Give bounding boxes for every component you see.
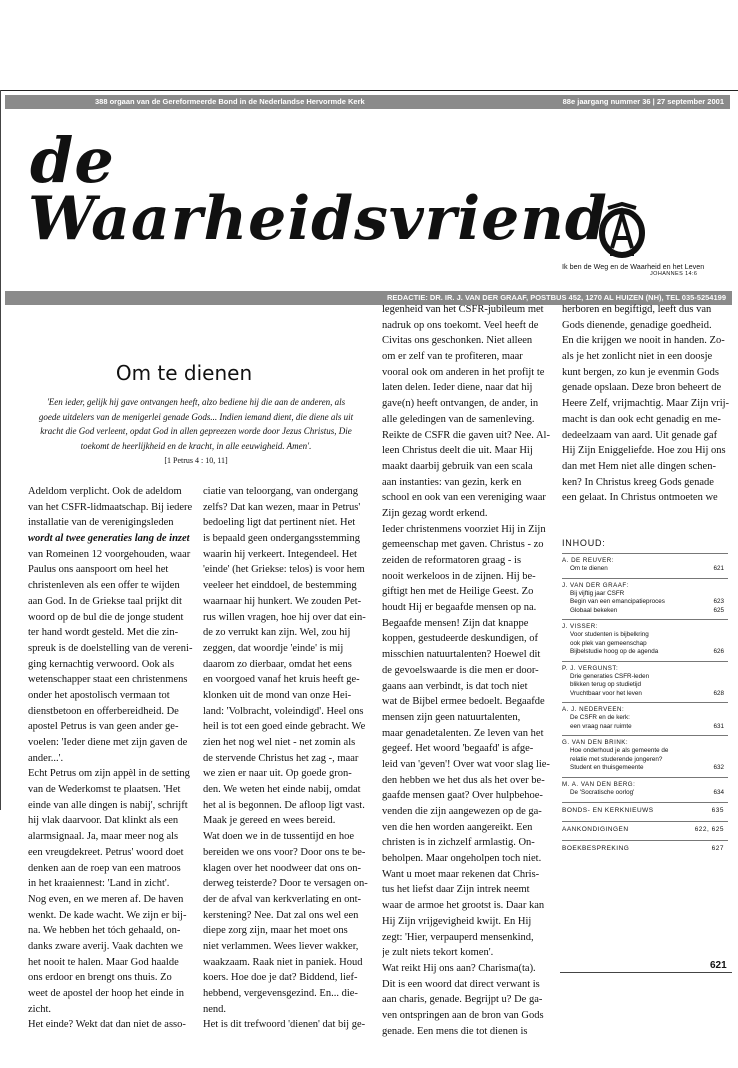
article-line: gaans aan verbindt, is dat toch niet (382, 680, 528, 692)
motto-reference: JOHANNES 14:6 (650, 271, 698, 277)
article-line: der de afval van kerkverlating en ont- (203, 893, 362, 905)
toc-entry-title: Drie generaties CSFR-leden (570, 672, 650, 680)
article-line: Adeldom verplicht. Ook de adeldom (28, 486, 182, 497)
article-line: 'einde' (het Griekse: telos) is voor hem (203, 564, 365, 576)
article-line: leid van 'geven'! Over wat voor slag lie- (382, 758, 550, 770)
article-line: Het einde? Wekt dat dan niet de asso- (28, 1019, 186, 1031)
article-line: wordt al twee generaties lang de inzet (28, 533, 190, 545)
article-line: Ieder christenmens voorziet Hij in Zijn (382, 523, 546, 535)
article-line: bereiden we ons voor? Door ons te be- (203, 846, 366, 858)
toc-section-page: 635 (711, 807, 724, 814)
article-line: macht is dan ook echt genadig en me- (562, 413, 721, 425)
article-line: misschien natuurtalenten? Hoewel dit (382, 649, 541, 661)
article-line: waarnaar hij hunkert. We zouden Pet- (203, 595, 362, 607)
toc-entry-title: Student en thuisgemeente (570, 764, 644, 771)
article-line: laten delen. Ieder diene, naar dat hij (382, 382, 533, 394)
toc-author: A. DE REUVER: (562, 553, 728, 565)
toc-section[interactable] (562, 840, 728, 854)
article-line: Wat reikt Hij ons aan? Charisma(ta). (382, 962, 536, 974)
article-line: in het kraaiennest: 'Land in zicht'. (28, 878, 170, 890)
article-line: om er zelf van te profiteren, maar (382, 351, 523, 363)
article-line: houdt Hij er begaafde mensen op na. (382, 602, 537, 614)
article-line: en voorgoed vanaf het kruis heeft ge- (203, 674, 360, 686)
article-line: ander...'. (28, 752, 64, 764)
article-line: dedeelzaam van aard. Uit genade gaf (562, 429, 718, 441)
motto: Ik ben de Weg en de Waarheid en het Leven (562, 262, 705, 271)
article-line: onder het apostolisch vermaan tot (28, 689, 170, 701)
article-line: heil is tot een goed einde gebracht. We (203, 721, 366, 733)
article-line: spreuk is de doelstelling van de vereni- (28, 642, 193, 654)
toc-entry-title: Voor studenten is bijbelkring (570, 631, 649, 638)
article-line: als je het zonlicht niet in een doosje (562, 351, 713, 363)
article-line: hij vlak daarvoor. Dat klinkt als een (28, 815, 179, 827)
article-line: daarom zo dierbaar, omdat het eens (203, 658, 352, 670)
article-line: tus het liefst daar Zijn intrek neemt (382, 884, 530, 896)
article-line: waar de armoe het grootst is. Daar kan (382, 900, 545, 912)
article-line: wat de Bijbel ermee bedoelt. Begaafde (382, 696, 545, 708)
toc-section-title: BONDS- EN KERKNIEUWS (562, 807, 654, 814)
article-line: gaafde mensen gaat? Over hulpbehoe- (382, 790, 543, 802)
toc-entry[interactable] (562, 690, 728, 699)
article-line: denken aan de roep van een matroos (28, 862, 181, 874)
toc-section-title: AANKONDIGINGEN (562, 826, 629, 833)
article-line: niet verlammen. Wees liever wakker, (203, 940, 359, 952)
article-line: Civitas ons geschonken. Niet alleen (382, 335, 533, 347)
article-line: nend. (203, 1003, 227, 1015)
article-line: ken? In Christus kreeg Gods genade (562, 476, 714, 488)
article-line: van Romeinen 12 voorgehouden, waar (28, 548, 191, 560)
toc-entry-page: 626 (713, 648, 724, 655)
toc-entry[interactable] (562, 681, 728, 690)
article-line: een vreugdekreet. Petrus' woord doet (28, 846, 184, 858)
article-line: de stervende Christus het zag -, maar (203, 752, 359, 764)
toc-section[interactable] (562, 821, 728, 835)
article-line: ter hand wordt gesteld. Met die zin- (28, 627, 179, 639)
table-of-contents (562, 538, 728, 854)
article-line: aan God. In de Griekse taal prijkt dit (28, 595, 182, 607)
article-line: voelen: 'Ieder diene met zijn gaven de (28, 737, 188, 748)
article-line: dan met Hem niet alle dingen schen- (562, 460, 716, 472)
article-line: En die krijgen we nooit in handen. Zo- (562, 335, 725, 347)
toc-author: A. J. NEDERVEEN: (562, 702, 728, 714)
article-line: christen is in zichzelf armlastig. On- (382, 837, 535, 849)
article-line: Wat doen we in de tussentijd en hoe (203, 831, 355, 843)
article-line: wenkt. De kade wacht. We zijn er bij- (28, 909, 187, 921)
article-line: Want u moet maar rekenen dat Chris- (382, 868, 540, 880)
article-line: genade. Een mens die tot dienen is (382, 1025, 528, 1037)
article-line: Dit is een woord dat direct verwant is (382, 978, 540, 990)
toc-entry-title: Begin van een emancipatieproces (570, 598, 665, 605)
article-quote (28, 395, 364, 453)
toc-entry[interactable] (562, 607, 728, 616)
article-line: ons erdoor en brengt ons thuis. Zo (28, 972, 172, 984)
page-number-rule (560, 972, 732, 973)
article-line: woord op de bul die de jonge student (28, 611, 184, 623)
article-line: veeleer het einddoel, de bestemming (203, 580, 357, 592)
article-line: alarmsignaal. Ja, maar meer nog als (28, 831, 179, 843)
article-line: dienstbetoon en offerbereidheid. De (28, 705, 179, 717)
toc-entry[interactable] (562, 590, 728, 599)
article-title: Om te dienen (115, 361, 253, 385)
article-line: Echt Petrus om zijn appèl in de setting (28, 768, 190, 780)
article-line: maar genadetalenten. Ze leven van het (382, 727, 544, 739)
article-line: zelfs? Dat kan wezen, maar in Petrus' (203, 501, 361, 513)
toc-entry-page: 625 (713, 606, 724, 614)
article-line: Paulus ons aanspoort om heel het (28, 564, 169, 576)
toc-entry[interactable] (562, 723, 728, 732)
masthead-bar-right: 88e jaargang nummer 36 | 27 september 2001 (562, 97, 724, 106)
toc-heading: INHOUD: (562, 538, 606, 548)
article-line: Hij Zijn Eniggeliefde. Hoe zou Hij ons (562, 445, 726, 457)
article-line: koppen, gestudeerde deskundigen, of (382, 633, 538, 645)
article-column-3 (382, 302, 557, 1039)
article-line: Reikte de CSFR die gaven uit? Nee. Al- (382, 429, 550, 441)
toc-author: G. VAN DEN BRINK: (562, 735, 728, 747)
article-line: je zult niets tekort komen'. (382, 947, 494, 959)
article-line: zeggen, dat woordje 'einde' is mij (203, 642, 344, 654)
article-line: gegeef. Het woord 'begaafd' is afge- (382, 743, 534, 755)
article-line: na. We hebben het tóch gehaald, on- (28, 925, 181, 937)
article-line: waarin hij verkeert. Integendeel. Het (203, 548, 357, 560)
article-line: het al is begonnen. De afloop ligt vast. (203, 799, 365, 811)
article-line: installatie van de verenigingsleden (28, 517, 174, 529)
article-line: ven ontspringen aan de bron van Gods (382, 1009, 544, 1021)
quote-line: toekomt de heerlijkheid en de kracht, in alle eeuwigheid. Amen'. (80, 440, 312, 451)
article-line: zegt: 'Hier, verpauperd mensenkind, (382, 931, 534, 943)
toc-sections (562, 802, 728, 854)
article-line: weet de apostel der hoop het einde in (28, 988, 184, 999)
article-line: derweg teisterde? Door te versagen on- (203, 878, 368, 890)
toc-entry[interactable] (562, 747, 728, 756)
article-line: is bepaald geen ondergangsstemming (203, 533, 360, 545)
article-column-2 (203, 484, 374, 1033)
toc-entry-page: 623 (713, 598, 724, 605)
article-line: nooit werkeloos in de zijnen. Hij be- (382, 570, 536, 582)
toc-entry-title: ook plek van gemeenschap (570, 639, 647, 647)
left-rule (0, 90, 1, 810)
quote-line: kracht die God verleent, opdat God in allen gepreezen worde door Jezus Christus, Die (40, 426, 352, 436)
article-line: Nog even, en we meren af. De haven (28, 893, 184, 905)
article-line: einde van alle dingen is nabij', schrijft (28, 799, 188, 811)
toc-section-page: 627 (711, 845, 724, 852)
quote-reference: [1 Petrus 4 : 10, 11] (164, 456, 228, 465)
article-line: nadruk op ons toekomt. Veel heeft de (382, 319, 539, 331)
toc-entry-page: 631 (713, 722, 724, 730)
article-line: wetenschapper staat een christenmens (28, 674, 188, 686)
toc-entry[interactable] (562, 640, 728, 649)
toc-entry[interactable] (562, 565, 728, 574)
masthead-bar-left: 388 orgaan van de Gereformeerde Bond in de Nederlandse Hervormde Kerk (95, 97, 365, 106)
article-line: beholpen. Maar ongeholpen toch niet. (382, 853, 542, 865)
article-line: kunt bergen, zo kun je evenmin Gods (562, 366, 719, 378)
toc-entry-title: een vraag naar ruimte (570, 722, 632, 730)
toc-author: J. VISSER: (562, 619, 728, 631)
toc-entry[interactable] (562, 764, 728, 773)
article-line: Het is dit trefwoord 'dienen' dat bij ge- (203, 1019, 366, 1031)
article-line: ciatie van teloorgang, van ondergang (203, 486, 359, 497)
toc-section-title: BOEKBESPREKING (562, 845, 630, 852)
article-line: een gelaat. In Christus ontmoeten we (562, 492, 718, 504)
article-line: gemeenschap met gaven. Christus - zo (382, 539, 544, 551)
article-line: Maak je gereed en wees bereid. (203, 815, 336, 827)
quote-line: goede uitdelers van de menigerlei genade Gods... Indien iemand dient, die diene als uit (38, 411, 354, 422)
article-line: rus willen vragen, hoe hij over dat ein- (203, 611, 366, 623)
article-line: danks zware averij. Vaak dachten we (28, 940, 183, 952)
toc-section-page: 622, 625 (694, 826, 724, 833)
article-line: Zijn gezag wordt erkend. (382, 507, 488, 519)
masthead-title: Waarheidsvriend (28, 184, 608, 254)
toc-entry-title: Bijbelstudie hoog op de agenda (570, 648, 659, 655)
toc-author: M. A. VAN DEN BERG: (562, 777, 728, 789)
article-line: zeiden de reformatoren graag - is (382, 555, 522, 566)
toc-entry-title: Vruchtbaar voor het leven (570, 689, 642, 697)
toc-entry-page: 628 (713, 689, 724, 697)
toc-author: P. J. VERGUNST: (562, 661, 728, 673)
article-line: de zo verrukt kan zijn. Wel, zou hij (203, 627, 351, 639)
article-line: venden die zijn aangewezen op de ga- (382, 806, 542, 817)
article-line: herboren en begiftigd, leeft dus van (562, 304, 712, 315)
page-number: 621 (710, 960, 727, 971)
article-line: van het CSFR-lidmaatschap. Bij iedere (28, 501, 193, 513)
article-line: aan instanties: van gezin, kerk en (382, 476, 522, 488)
toc-section[interactable] (562, 802, 728, 816)
article-line: koers. Hoe doe je dat? Biddend, lief- (203, 972, 358, 984)
alpha-omega-emblem (596, 200, 648, 260)
article-line: we zien er naar uit. Op goede gron- (203, 768, 352, 780)
article-line: den. We weten het einde nabij, omdat (203, 784, 361, 796)
article-line: land: 'Volbracht, voleindigd'. Heel ons (203, 705, 364, 717)
toc-entry[interactable] (562, 673, 728, 682)
article-line: klagen over het noodweer dat ons on- (203, 862, 362, 874)
article-line: Gods dienende, genadige goedheid. (562, 319, 712, 331)
toc-entry[interactable] (562, 714, 728, 723)
article-line: genade opslaan. Deze bron beheert de (562, 382, 722, 394)
article-line: het nooit te halen. Maar God haalde (28, 956, 179, 968)
article-line: Begaafde mensen! Zijn dat knappe (382, 617, 529, 629)
article-line: de gevoelswaarde is die men er door- (382, 664, 539, 676)
toc-entry-page: 634 (713, 788, 724, 796)
toc-entry[interactable] (562, 598, 728, 607)
article-line: van de Wederkomst te plaatsen. 'Het (28, 784, 181, 796)
toc-entry[interactable] (562, 756, 728, 765)
article-line: mensen zijn geen natuurtalenten, (382, 711, 521, 723)
quote-line: 'Een ieder, gelijk hij gave ontvangen heeft, alzo bediene hij die aan de anderen, als (46, 397, 346, 407)
article-line: zicht. (28, 1003, 52, 1015)
toc-entry-title: Om te dienen (570, 565, 608, 572)
article-line: apostel Petrus is van geen ander ge- (28, 721, 179, 733)
article-line: ging kernachtig verwoord. Ook als (28, 658, 175, 670)
masthead-bar (5, 95, 730, 109)
toc-entry-title: De 'Socratische oorlog' (570, 788, 635, 796)
toc-entry[interactable] (562, 631, 728, 640)
article-line: hebbend, vergevensgezind. En... die- (203, 988, 358, 999)
article-line: ven die hen worden aangereikt. Een (382, 821, 533, 833)
toc-entry-title: relatie met studerende jongeren? (570, 755, 663, 763)
article-line: zien het nog wel niet - net zomin als (203, 737, 356, 748)
toc-entry[interactable] (562, 789, 728, 798)
article-line: klonken uit de mond van onze Hei- (203, 689, 352, 701)
article-line: Hij Zijn vrijgevigheid kwijt. En Hij (382, 915, 532, 927)
toc-authors (562, 553, 728, 797)
article-line: alle geledingen van de samenleving. (382, 413, 535, 425)
article-line: vooral ook om anderen in het profijt te (382, 366, 545, 378)
toc-entry-title: De CSFR en de kerk: (570, 714, 630, 721)
toc-entry[interactable] (562, 648, 728, 657)
article-line: giftigt hen met de Heilige Geest. Zo (382, 586, 534, 598)
editorial-address: REDACTIE: DR. IR. J. VAN DER GRAAF, POSTBUS 452, 1270 AL HUIZEN (NH), TEL 035-5254199 (387, 293, 726, 302)
article-line: diepe zorg zijn, maar het moet ons (203, 925, 348, 937)
toc-author: J. VAN DER GRAAF: (562, 578, 728, 590)
toc-entry-title: Bij vijftig jaar CSFR (570, 589, 625, 597)
toc-entry-page: 621 (713, 565, 724, 572)
article-line: den hebben we het dus als het over be- (382, 774, 545, 786)
toc-entry-page: 632 (713, 764, 724, 771)
article-line: aan charis, genade. Begrijpt u? De ga- (382, 994, 543, 1006)
article-line: leen Christus deelt die uit. Maar Hij (382, 445, 533, 457)
article-line: legenheid van het CSFR-jubileum met (382, 304, 544, 315)
article-line: christenleven als een offer te wijden (28, 580, 180, 592)
article-line: gave(n) heeft ontvangen, de ander, in (382, 398, 539, 410)
article-column-1 (28, 484, 198, 1033)
article-line: bedoeling ligt dat pertinent níet. Het (203, 517, 356, 529)
toc-entry-title: Hoe onderhoud je als gemeente de (570, 747, 669, 754)
toc-entry-title: blikken terug op studietijd (570, 681, 642, 688)
toc-entry-title: Globaal bekeken (570, 606, 618, 614)
masthead-title-de: de (30, 124, 115, 197)
article-line: maakt daarbij gebruik van een scala (382, 460, 533, 472)
article-line: Heere Zelf, vrijmachtig. Maar Zijn vrij- (562, 398, 730, 410)
article-line: school en ook van een vereniging waar (382, 492, 546, 504)
article-column-4 (562, 302, 734, 506)
top-rule (0, 90, 738, 91)
article-line: waakzaam. Raak niet in paniek. Houd (203, 956, 363, 968)
article-line: kerstening? Nee. Dat zal ons wel een (203, 909, 359, 921)
